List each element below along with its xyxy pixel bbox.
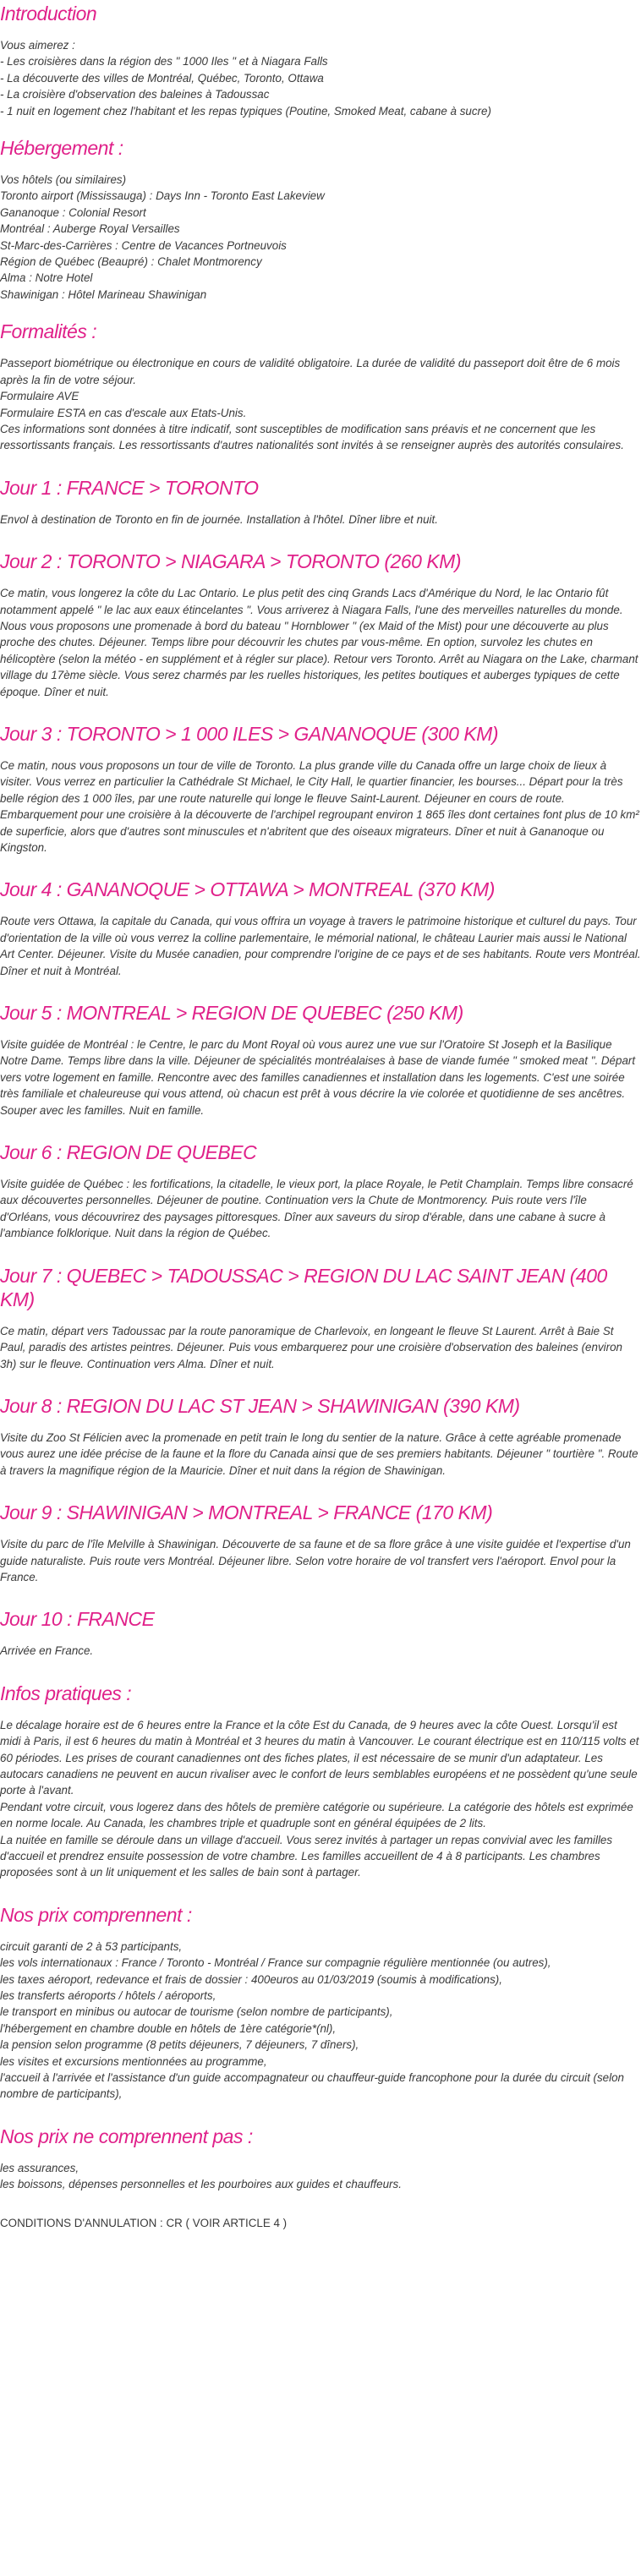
text-line: Alma : Notre Hotel	[0, 271, 93, 285]
text-line: les transferts aéroports / hôtels / aéroports,	[0, 1989, 216, 2003]
text-line: - 1 nuit en logement chez l'habitant et les repas typiques (Poutine, Smoked Meat, cabane à sucre)	[0, 104, 491, 118]
day-body	[0, 1036, 641, 1118]
day-title: Jour 1 : FRANCE > TORONTO	[0, 476, 259, 499]
text-line: Ce matin, vous longerez la côte du Lac Ontario. Le plus petit des cinq Grands Lacs d'Amérique du Nord, le lac Ontario fût notamment appelé " le lac aux eaux étincelantes ". Vous arriverez à Niagara Falls, l'une des merveilles naturelles du monde. Nous vous proposons une promenade à bord du bateau " Hornblower " (ex Maid of the Mist) pour une découverte au plus proche des chutes. Déjeuner. Temps libre pour découvrir les chutes par vous-même. En option, survolez les chutes en hélicoptère (selon la météo - en supplément et à régler sur place). Retour vers Toronto. Arrêt au Niagara on the Lake, charmant village du 17ème siècle. Vous serez charmés par les ruelles historiques, les petites boutiques et auberges typiques de cette époque. Dîner et nuit.	[0, 587, 638, 698]
section-prix-comprennent	[0, 1903, 641, 2103]
cancellation-conditions: CONDITIONS D'ANNULATION : CR ( VOIR ARTICLE 4 )	[0, 2216, 288, 2229]
section-body	[0, 172, 641, 303]
text-line: Shawinigan : Hôtel Marineau Shawinigan	[0, 287, 207, 301]
text-line: le transport en minibus ou autocar de tourisme (selon nombre de participants),	[0, 2005, 393, 2019]
section-jour-2	[0, 550, 641, 700]
section-jour-6	[0, 1140, 641, 1242]
section-body	[0, 2160, 641, 2193]
text-line: circuit garanti de 2 à 53 participants,	[0, 1939, 183, 1953]
section-jour-3	[0, 722, 641, 856]
section-title: Nos prix comprennent :	[0, 1903, 192, 1926]
section-hebergement	[0, 136, 641, 303]
section-title: Nos prix ne comprennent pas :	[0, 2125, 253, 2147]
text-line: La nuitée en famille se déroule dans un village d'accueil. Vous serez invités à partager un repas convivial avec les familles d'accueil et prendrez ensuite possession de votre chambre. Les familles accueillent de 4 à 8 participants. Les chambres proposées sont à un lit uniquement et les salles de bain sont à partager.	[0, 1833, 613, 1879]
text-line: Pendant votre circuit, vous logerez dans des hôtels de première catégorie ou supérieure. La catégorie des hôtels est exprimée en norme locale. Au Canada, les chambres triple et quadruple sont en général équipées de 2 lits.	[0, 1800, 633, 1830]
day-title: Jour 10 : FRANCE	[0, 1608, 155, 1631]
text-line: les assurances,	[0, 2161, 79, 2174]
day-body	[0, 913, 641, 979]
day-body	[0, 1536, 641, 1585]
day-title: Jour 5 : MONTREAL > REGION DE QUEBEC (250 KM)	[0, 1002, 463, 1025]
text-line: St-Marc-des-Carrières : Centre de Vacances Portneuvois	[0, 238, 287, 252]
section-body	[0, 1717, 641, 1881]
text-line: les visites et excursions mentionnées au programme,	[0, 2054, 267, 2068]
day-title: Jour 9 : SHAWINIGAN > MONTREAL > FRANCE (170 KM)	[0, 1501, 493, 1524]
text-line: Ce matin, départ vers Tadoussac par la route panoramique de Charlevoix, en longeant le fleuve St Laurent. Arrêt à Baie St Paul, paradis des artistes peintres. Déjeuner. Puis vous embarquerez pour une croisière d'observation des baleines (environ 3h) sur le fleuve. Continuation vers Alma. Dîner et nuit.	[0, 1324, 622, 1370]
section-jour-9	[0, 1501, 641, 1585]
day-body	[0, 1323, 641, 1372]
text-line: Arrivée en France.	[0, 1644, 94, 1658]
text-line: Visite du parc de l'île Melville à Shawinigan. Découverte de sa faune et de sa flore grâce à une visite guidée et l'expertise d'un guide naturaliste. Puis route vers Montréal. Déjeuner libre. Selon votre horaire de vol transfert vers l'aéroport. Envol pour la France.	[0, 1538, 631, 1583]
text-line: Visite guidée de Québec : les fortifications, la citadelle, le vieux port, la place Royale, le Petit Champlain. Temps libre consacré aux découvertes personnelles. Déjeuner de poutine. Continuation vers la Chute de Montmorency. Puis route vers l'île d'Orléans, vous découvrirez des paysages pittoresques. Dîner aux saveurs du sirop d'érable, dans une cabane à sucre à l'ambiance folklorique. Nuit dans la région de Québec.	[0, 1178, 633, 1240]
text-line: Route vers Ottawa, la capitale du Canada, qui vous offrira un voyage à travers le patrimoine historique et culturel du pays. Tour d'orientation de la ville où vous verrez la colline parlementaire, le mémorial national, le château Laurier mais aussi le National Art Center. Déjeuner. Visite du Musée canadien, pour comprendre l'origine de ce pays et de ses habitants. Route vers Montréal. Dîner et nuit à Montréal.	[0, 915, 641, 977]
section-body	[0, 355, 641, 453]
section-infos-pratiques	[0, 1682, 641, 1881]
section-jour-1	[0, 476, 641, 528]
day-body	[0, 1176, 641, 1242]
section-title: Introduction	[0, 3, 97, 25]
text-line: Visite guidée de Montréal : le Centre, le parc du Mont Royal où vous aurez une vue sur l'Oratoire St Joseph et la Basilique Notre Dame. Temps libre dans la ville. Déjeuner de spécialités montréalaises à base de viande fumée " smoked meat ". Départ vers votre logement en famille. Rencontre avec des familles canadiennes et installation dans les logements. C'est une soirée très familiale et chaleureuse qui vous attend, où chacun est prêt à vous décrire la vie colorée et quotidienne de ses ancêtres. Souper avec les familles. Nuit en famille.	[0, 1038, 636, 1117]
text-line: - La croisière d'observation des baleines à Tadoussac	[0, 88, 270, 101]
text-line: la pension selon programme (8 petits déjeuners, 7 déjeuners, 7 dîners),	[0, 2038, 359, 2052]
text-line: Ce matin, nous vous proposons un tour de ville de Toronto. La plus grande ville du Canada offre un large choix de lieux à visiter. Vous verrez en particulier la Cathédrale St Michael, le City Hall, le quartier financier, les bourses... Départ pour la très belle région des 1 000 îles, par une route naturelle qui longe le fleuve Saint-Laurent. Déjeuner en cours de route. Embarquement pour une croisière à la découverte de l'archipel regroupant environ 1 865 îles dont certaines font plus de 10 km² de superficie, alors que d'autres sont minuscules et n'abritent que des oiseaux migrateurs. Dîner et nuit à Gananoque ou Kingston.	[0, 758, 639, 854]
text-line: - Les croisières dans la région des " 1000 Iles " et à Niagara Falls	[0, 55, 328, 68]
day-title: Jour 4 : GANANOQUE > OTTAWA > MONTREAL (370 KM)	[0, 878, 495, 901]
day-title: Jour 6 : REGION DE QUEBEC	[0, 1141, 257, 1164]
section-title: Infos pratiques :	[0, 1682, 132, 1704]
text-line: les taxes aéroport, redevance et frais de dossier : 400euros au 01/03/2019 (soumis à modifications),	[0, 1972, 502, 1986]
section-introduction	[0, 2, 641, 119]
text-line: l'accueil à l'arrivée et l'assistance d'un guide accompagnateur ou chauffeur-guide francophone pour la durée du circuit (selon nombre de participants),	[0, 2071, 624, 2101]
text-line: Envol à destination de Toronto en fin de journée. Installation à l'hôtel. Dîner libre et nuit.	[0, 512, 438, 526]
day-body	[0, 757, 641, 856]
text-line: Visite du Zoo St Félicien avec la promenade en petit train le long du sentier de la nature. Grâce à cette agréable promenade vous aurez une idée précise de la faune et la flore du Canada ainsi que de ses premiers habitants. Déjeuner " tourtière ". Route à travers la magnifique région de la Mauricie. Dîner et nuit dans la région de Shawinigan.	[0, 1430, 638, 1477]
text-line: Ces informations sont données à titre indicatif, sont susceptibles de modification sans préavis et ne concernent que les ressortissants français. Les ressortissants d'autres nationalités sont invités à se renseigner auprès des autorités consulaires.	[0, 422, 624, 452]
section-formalites	[0, 320, 641, 453]
text-line: Formulaire ESTA en cas d'escale aux Etats-Unis.	[0, 406, 247, 419]
day-body	[0, 511, 641, 528]
section-prix-ne-comprennent-pas	[0, 2125, 641, 2193]
day-title: Jour 2 : TORONTO > NIAGARA > TORONTO (260 KM)	[0, 550, 461, 573]
section-jour-10	[0, 1607, 641, 1659]
text-line: Vos hôtels (ou similaires)	[0, 173, 127, 187]
text-line: Passeport biométrique ou électronique en cours de validité obligatoire. La durée de validité du passeport doit être de 6 mois après la fin de votre séjour.	[0, 357, 621, 386]
text-line: les vols internationaux : France / Toronto - Montréal / France sur compagnie régulière mentionnée (ou autres),	[0, 1956, 551, 1970]
day-title: Jour 3 : TORONTO > 1 000 ILES > GANANOQUE (300 KM)	[0, 722, 498, 745]
text-line: l'hébergement en chambre double en hôtels de 1ère catégorie*(nl),	[0, 2021, 337, 2035]
section-jour-8	[0, 1394, 641, 1479]
section-body	[0, 1939, 641, 2103]
text-line: Gananoque : Colonial Resort	[0, 205, 146, 219]
day-title: Jour 7 : QUEBEC > TADOUSSAC > REGION DU LAC SAINT JEAN (400 KM)	[0, 1264, 607, 1310]
text-line: Formulaire AVE	[0, 390, 79, 403]
text-line: Région de Québec (Beaupré) : Chalet Montmorency	[0, 255, 262, 269]
text-line: - La découverte des villes de Montréal, Québec, Toronto, Ottawa	[0, 71, 324, 85]
text-line: Montréal : Auberge Royal Versailles	[0, 222, 180, 236]
text-line: Toronto airport (Mississauga) : Days Inn - Toronto East Lakeview	[0, 189, 325, 203]
text-line: Le décalage horaire est de 6 heures entre la France et la côte Est du Canada, de 9 heures avec la côte Ouest. Lorsqu'il est midi à Paris, il est 6 heures du matin à Montréal et 3 heures du matin à Vancouver. Le courant électrique est en 110/115 volts et 60 périodes. Les prises de courant canadiennes ont des fiches plates, il est nécessaire de se munir d'un adaptateur. Les autocars canadiens ne peuvent en aucun rivaliser avec le confort de leurs semblables européens et ne possèdent qu'une seule porte à l'avant.	[0, 1718, 639, 1797]
day-body	[0, 1643, 641, 1659]
section-body	[0, 37, 641, 119]
text-line: les boissons, dépenses personnelles et les pourboires aux guides et chauffeurs.	[0, 2178, 402, 2191]
section-jour-5	[0, 1001, 641, 1118]
day-title: Jour 8 : REGION DU LAC ST JEAN > SHAWINIGAN (390 KM)	[0, 1394, 520, 1417]
section-title: Formalités :	[0, 320, 97, 343]
section-title: Hébergement :	[0, 137, 123, 160]
text-line: Vous aimerez :	[0, 39, 75, 52]
day-body	[0, 585, 641, 700]
section-jour-7	[0, 1264, 641, 1372]
section-jour-4	[0, 878, 641, 979]
day-body	[0, 1430, 641, 1479]
